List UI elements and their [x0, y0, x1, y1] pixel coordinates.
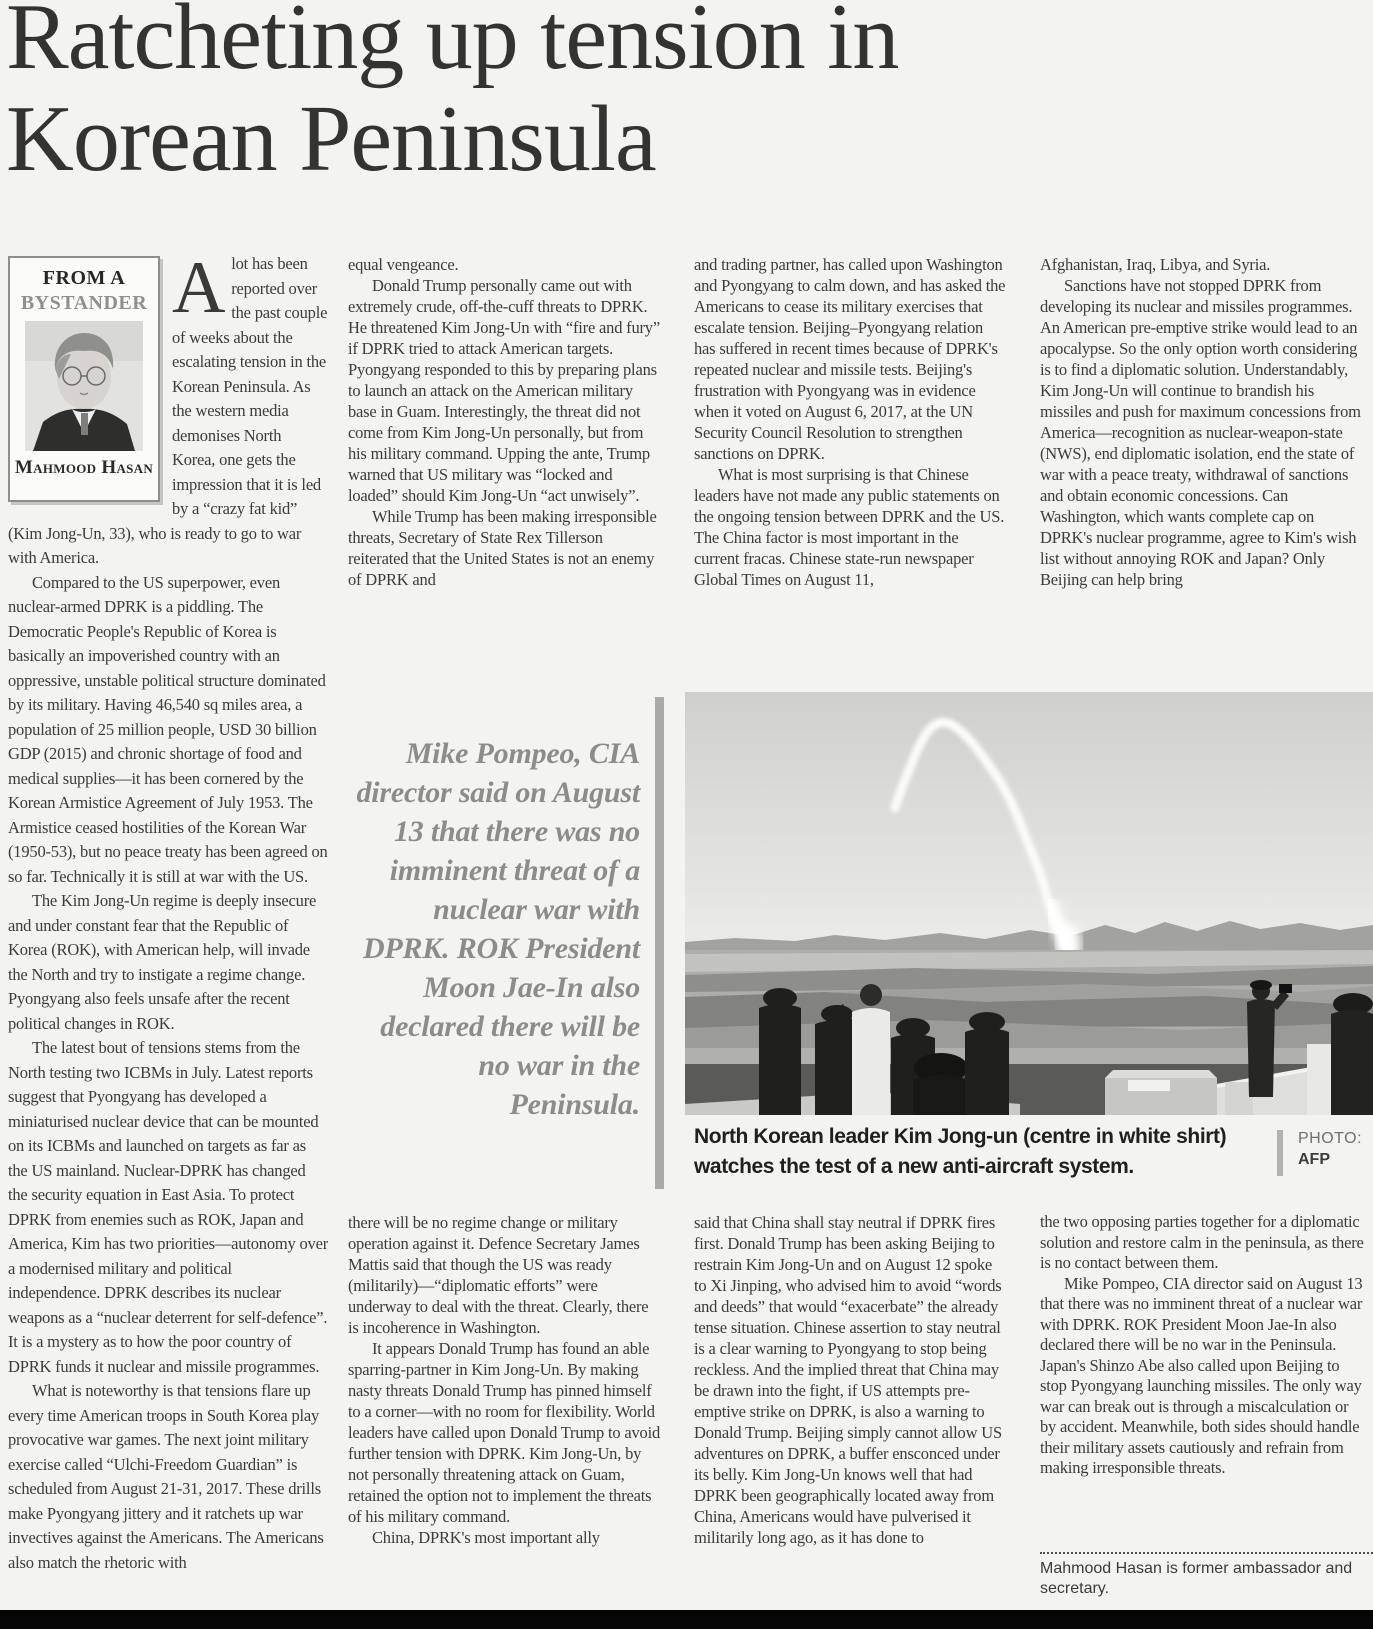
paragraph: there will be no regime change or military operation against it. Defence Secretary James Mattis said that though the US was ready (militarily)—“diplomatic efforts” were underway to deal with the threat. Clearly, there is incoherence in Washington. — [348, 1213, 649, 1337]
column-1 — [8, 252, 328, 1608]
paragraph: the two opposing parties together for a diplomatic solution and restore calm in the peninsula, as there is no contact between them. — [1040, 1212, 1364, 1272]
kicker-line-1: FROM A — [42, 267, 126, 289]
paragraph: The latest bout of tensions stems from the North testing two ICBMs in July. Latest reports suggest that Pyongyang has developed a miniaturised nuclear device that can be mounted on its ICBMs and launched on targets as far as the US mainland. Nuclear-DPRK has changed the security equation in East Asia. To protect DPRK from enemies such as ROK, Japan and America, Kim has two priorities—autonomy over a modernised military and political independence. DPRK describes its nuclear weapons as a “nuclear deterrent for self-defence”. It is a mystery as to how the poor country of DPRK funds it nuclear and missile programmes. — [8, 1038, 328, 1376]
byline-box — [8, 256, 160, 502]
photo-credit-agency: AFP — [1298, 1151, 1330, 1168]
photo-credit-label: PHOTO: — [1298, 1130, 1363, 1147]
paragraph: The Kim Jong-Un regime is deeply insecure and under constant fear that the Republic of Korea (ROK), with American help, will invade the North and try to instigate a regime change. Pyongyang also feels unsafe after the recent political changes in ROK. — [8, 891, 317, 1033]
paragraph: Donald Trump personally came out with extremely crude, off-the-cuff threats to DPRK. He threatened Kim Jong-Un with “fire and fury” if DPRK tried to attack American targets. Pyongyang responded to this by preparing plans to launch an attack on the American military base in Guam. Interestingly, the threat did not come from Kim Jong-Un personally, but from his military command. Upping the ante, Trump warned that US military was “locked and loaded” should Kim Jong-Un “act unwisely”. — [348, 276, 660, 505]
paragraph: said that China shall stay neutral if DPRK fires first. Donald Trump has been asking Beijing to restrain Kim Jong-Un and on August 12 spoke to Xi Jinping, who advised him to avoid “words and deeds” that would “exacerbate” the already tense situation. Chinese assertion to stay neutral is a clear warning to Pyongyang to stop being reckless. And the implied threat that China may be drawn into the fight, if US attempts pre-emptive strike on DPRK, is also a warning to Donald Trump. Beijing simply cannot allow US adventures on DPRK, a buffer ensconced under its belly. Kim Jong-Un knows well that had DPRK been geographically located away from China, Americans would have pulverised it militarily long ago, as it has done to — [694, 1213, 1002, 1547]
column-kicker — [21, 266, 147, 316]
paragraph: What is noteworthy is that tensions flare up every time American troops in South Korea play provocative war games. The next joint military exercise called “Ulchi-Freedom Guardian” is scheduled from August 21-31, 2017. These drills make Pyongyang jittery and it ratchets up war invectives against the Americans. The Americans also match the rhetoric with — [8, 1381, 324, 1572]
article-photo — [685, 692, 1373, 1115]
paragraph: Sanctions have not stopped DPRK from developing its nuclear and missiles programmes. An American pre-emptive strike would lead to an apocalypse. So the only option worth considering is to find a diplomatic solution. Understandably, Kim Jong-Un will continue to brandish his missiles and push for maximum concessions from America—recognition as nuclear-weapon-state (NWS), end diplomatic isolation, end the state of war with a peace treaty, withdrawal of sanctions and obtain economic concessions. Can Washington, which wants complete cap on DPRK's nuclear programme, agree to Kim's wish list without annoying ROK and Japan? Only Beijing can help bring — [1040, 276, 1361, 589]
page-bottom-bar — [0, 1610, 1373, 1629]
credit-divider — [1277, 1130, 1283, 1176]
missile-test-photo-illustration — [685, 692, 1373, 1115]
sky — [685, 692, 1373, 952]
paragraph: equal vengeance. — [348, 255, 459, 274]
paragraph: It appears Donald Trump has found an able sparring-partner in Kim Jong-Un. By making nasty threats Donald Trump has pinned himself to a corner—with no room for flexibility. World leaders have called upon Donald Trump to avoid further tension with DPRK. Kim Jong-Un, by not personally threatening attack on Guam, retained the option not to implement the threats of his military command. — [348, 1339, 661, 1526]
author-photo — [25, 321, 143, 451]
photo-caption: North Korean leader Kim Jong-un (centre in white shirt) watches the test of a new anti-aircraft system. — [694, 1125, 1227, 1178]
paragraph: What is most surprising is that Chinese leaders have not made any public statements on the ongoing tension between DPRK and the US. The China factor is most important in the current fracas. Chinese state-run newspaper Global Times on August 11, — [694, 465, 1005, 589]
paragraph-text: lot has been reported over the past couple of weeks about the escalating tension in the Korean Peninsula. As the western media demonises North Korea, one gets the impression that it is led by a “crazy fat kid” (Kim Jong-Un, 33), who is ready to go to war with America. — [8, 254, 328, 567]
paragraph: While Trump has been making irresponsible threats, Secretary of State Rex Tillerson reiterated that the United States is not an enemy of DPRK and — [348, 507, 657, 589]
photo-credit — [1298, 1130, 1373, 1169]
column-2-bottom — [348, 1212, 661, 1608]
paragraph: Mike Pompeo, CIA director said on August 13 that there was no imminent threat of a nuclear war with DPRK. ROK President Moon Jae-In also declared there will be no war in the Peninsula. Japan's Shinzo Abe also called upon Beijing to stop Pyongyang launching missiles. The only way war can break out is through a miscalculation or by accident. Meanwhile, both sides should handle their military assets cautiously and refrain from making irresponsible threats. — [1040, 1273, 1363, 1477]
column-2-top — [348, 254, 661, 674]
paragraph: Afghanistan, Iraq, Libya, and Syria. — [1040, 255, 1271, 274]
column-4-bottom — [1040, 1212, 1366, 1548]
drop-cap: A — [172, 252, 226, 329]
author-name: Mahmood Hasan — [14, 457, 154, 478]
author-bio — [1040, 1552, 1373, 1610]
author-portrait-illustration — [25, 321, 143, 451]
author-bio-text: Mahmood Hasan is former ambassador and secretary. — [1040, 1560, 1353, 1597]
kicker-line-2: BYSTANDER — [20, 292, 148, 314]
paragraph: and trading partner, has called upon Washington and Pyongyang to calm down, and has asked the Americans to cease its military exercises that escalate tension. Beijing–Pyongyang relation has suffered in recent times because of DPRK's repeated nuclear and missile tests. Beijing's frustration with Pyongyang was in evidence when it voted on August 6, 2017, at the UN Security Council Resolution to strengthen sanctions on DPRK. — [694, 255, 1006, 463]
pull-quote-rule — [655, 697, 664, 1189]
pull-quote: Mike Pompeo, CIA director said on August 13 that there was no imminent threat of a nuclear war with DPRK. ROK President Moon Jae-In also declared there will be no war in the Peninsula. — [356, 737, 640, 1121]
paragraph: China, DPRK's most important ally — [372, 1528, 600, 1547]
paragraph: Compared to the US superpower, even nuclear-armed DPRK is a piddling. The Democratic People's Republic of Korea is basically an impoverished country with an oppressive, unstable political structure dominated by its military. Having 46,540 sq miles area, a population of 25 million people, USD 30 billion GDP (2015) and chronic shortage of food and medical supplies—it has been cornered by the Korean Armistice Agreement of July 1953. The Armistice ceased hostilities of the Korean War (1950-53), but no peace treaty has been agreed on so far. Technically it is still at war with the US. — [8, 572, 328, 886]
column-3-bottom — [694, 1212, 1007, 1608]
column-3-top — [694, 254, 1007, 674]
headline: Ratcheting up tension in Korean Peninsula — [6, 0, 899, 191]
column-4-top — [1040, 254, 1366, 674]
